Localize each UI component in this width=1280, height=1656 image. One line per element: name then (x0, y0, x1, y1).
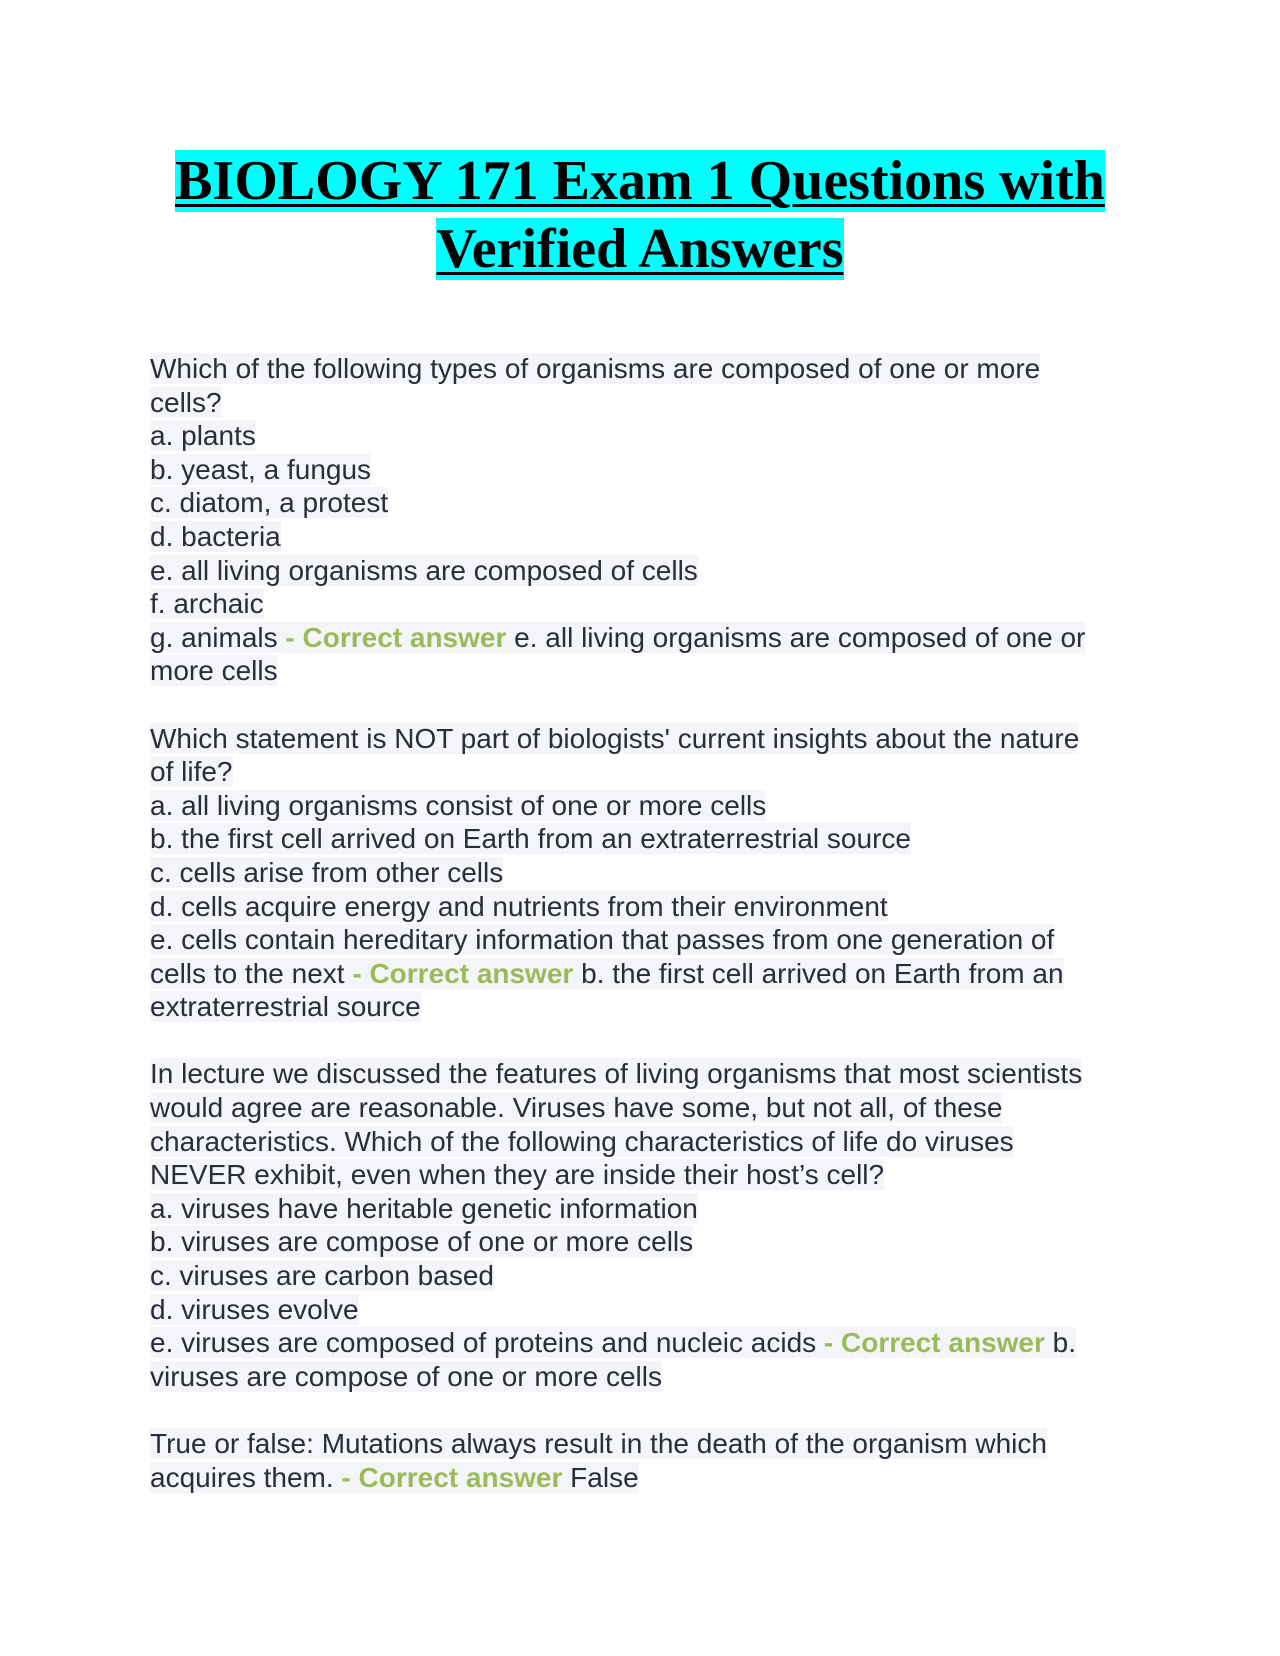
correct-answer-text: viruses are compose of one or more cells (150, 1360, 662, 1392)
question-list (150, 352, 1140, 1528)
question-line-text: characteristics. Which of the following characteristics of life do viruses (150, 1125, 1014, 1157)
correct-answer-text: extraterrestrial source (150, 991, 421, 1023)
answer-continuation-line (150, 654, 1140, 688)
correct-answer-text: False (562, 1461, 639, 1493)
question-line (150, 1259, 1140, 1293)
option-text: acquires them. (150, 1461, 342, 1493)
question-line-text: a. all living organisms consist of one or more cells (150, 789, 767, 821)
question-line-text: b. yeast, a fungus (150, 453, 372, 485)
question-line-text: c. viruses are carbon based (150, 1260, 494, 1292)
answer-continuation-line (150, 990, 1140, 1024)
option-text: cells to the next (150, 957, 353, 989)
question-line-text: cells? (150, 386, 222, 418)
question-line (150, 453, 1140, 487)
question-line-text: c. cells arise from other cells (150, 856, 504, 888)
question-line (150, 1225, 1140, 1259)
option-text: e. viruses are composed of proteins and nucleic acids (150, 1327, 824, 1359)
correct-answer-label: - Correct answer (823, 1327, 1045, 1359)
question-line-text: e. cells contain hereditary information that passes from one generation of (150, 924, 1055, 956)
document-title (150, 147, 1130, 283)
question-line (150, 1293, 1140, 1327)
answer-line-text (150, 958, 1064, 989)
question-line-text: f. archaic (150, 588, 264, 620)
question-line (150, 822, 1140, 856)
question-line-text: b. viruses are compose of one or more cells (150, 1226, 694, 1258)
answer-line-text (150, 622, 1085, 653)
question-line-text: e. all living organisms are composed of cells (150, 554, 698, 586)
option-text: g. animals (150, 621, 286, 653)
question-line (150, 856, 1140, 890)
question-line-text: would agree are reasonable. Viruses have some, but not all, of these (150, 1092, 1003, 1124)
question-text (150, 1427, 1140, 1461)
question-line-text: c. diatom, a protest (150, 487, 389, 519)
question-line (150, 1158, 1140, 1192)
question-line (150, 587, 1140, 621)
question-line (150, 923, 1140, 957)
question-line-text: b. the first cell arrived on Earth from an extraterrestrial source (150, 823, 911, 855)
correct-answer-text: b. the first cell arrived on Earth from an (573, 957, 1064, 989)
question-line (150, 1192, 1140, 1226)
question-line (150, 386, 1140, 420)
question-line-text: NEVER exhibit, even when they are inside their host’s cell? (150, 1159, 885, 1191)
answer-line-text (150, 1462, 639, 1493)
question-line-text: a. viruses have heritable genetic information (150, 1192, 698, 1224)
title-line-2: Verified Answers (436, 218, 844, 280)
answer-line (150, 957, 1140, 991)
question-line (150, 1125, 1140, 1159)
question-line (150, 890, 1140, 924)
question-line (150, 520, 1140, 554)
question-line (150, 486, 1140, 520)
answer-line (150, 1326, 1140, 1360)
answer-line (150, 1461, 1140, 1495)
question-line (150, 1091, 1140, 1125)
question-line-text: d. bacteria (150, 520, 281, 552)
question-text (150, 352, 1140, 386)
correct-answer-text: b. (1044, 1327, 1077, 1359)
question-text (150, 722, 1140, 756)
question-block (150, 1057, 1140, 1393)
correct-answer-text: e. all living organisms are composed of one or (506, 621, 1086, 653)
correct-answer-label: - Correct answer (285, 621, 507, 653)
question-line (150, 554, 1140, 588)
question-line-text: Which statement is NOT part of biologists' current insights about the nature (150, 722, 1080, 754)
title-line-1: BIOLOGY 171 Exam 1 Questions with (175, 150, 1105, 212)
answer-line-text (150, 1327, 1076, 1358)
correct-answer-label: - Correct answer (352, 957, 574, 989)
question-line (150, 789, 1140, 823)
correct-answer-text: more cells (150, 655, 278, 687)
question-block (150, 722, 1140, 1024)
question-block (150, 1427, 1140, 1494)
question-line (150, 755, 1140, 789)
question-line-text: d. viruses evolve (150, 1293, 359, 1325)
question-line-text: of life? (150, 756, 233, 788)
question-text (150, 1057, 1140, 1091)
question-line-text: True or false: Mutations always result in the death of the organism which (150, 1428, 1047, 1459)
answer-continuation-line (150, 1360, 1140, 1394)
question-line-text: d. cells acquire energy and nutrients from their environment (150, 890, 888, 922)
correct-answer-label: - Correct answer (341, 1461, 563, 1493)
question-block (150, 352, 1140, 688)
question-line-text: In lecture we discussed the features of living organisms that most scientists (150, 1058, 1083, 1090)
question-line-text: Which of the following types of organisms are composed of one or more (150, 353, 1041, 384)
question-line (150, 419, 1140, 453)
question-line-text: a. plants (150, 420, 256, 452)
answer-line (150, 621, 1140, 655)
